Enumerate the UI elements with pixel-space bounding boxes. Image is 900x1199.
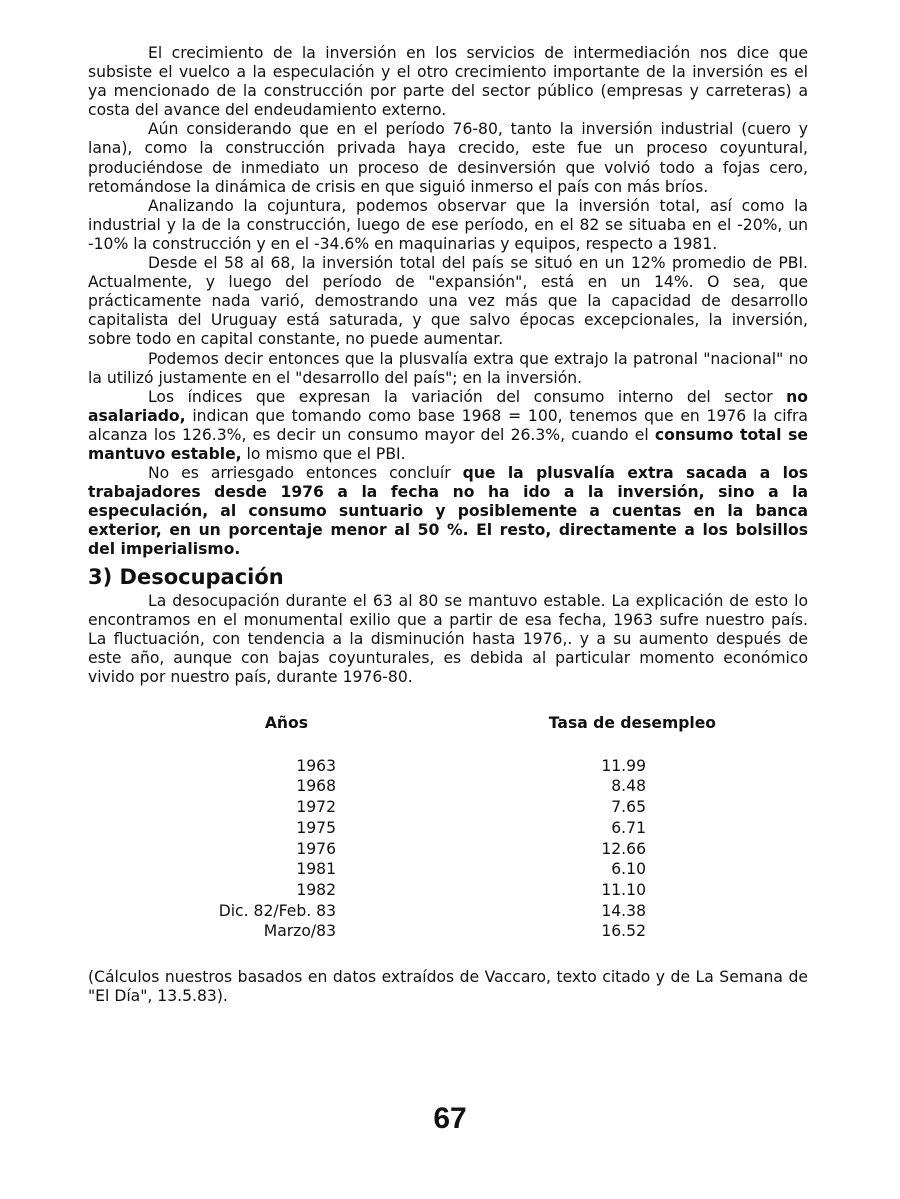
cell-rate: 6.71 xyxy=(611,818,646,837)
cell-year: 1963 xyxy=(296,756,336,775)
table-row xyxy=(88,859,808,880)
paragraph-intermediacion: El crecimiento de la inversión en los servicios de intermediación nos dice que subsiste el vuelco a la especulación y el otro crecimiento importante de la inversión es el ya mencionado de la construcción por parte del sector público (empresas y carreteras) a costa del avance del endeudamiento externo. xyxy=(88,44,808,120)
table-row xyxy=(88,818,808,839)
paragraph-desocupacion: La desocupación durante el 63 al 80 se mantuvo estable. La explicación de esto lo encontramos en el monumental exilio que a partir de esa fecha, 1963 sufre nuestro país. La fluctuación, con tendencia a la disminución hasta 1976,. y a su aumento después de este año, aunque con bajas coyunturales, es debida al particular momento económico vivido por nuestro país, durante 1976-80. xyxy=(88,591,808,686)
consumo-bold-1: no asalariado, xyxy=(88,387,808,425)
header-anos: Años xyxy=(264,714,308,732)
page-number: 67 xyxy=(433,1102,467,1135)
table-row xyxy=(88,797,808,818)
paragraph-plusvalia: Podemos decir entonces que la plusvalía extra que extrajo la patronal "nacional" no la utilizó justamente en el "desarrollo del país"; en la inversión. xyxy=(88,349,808,387)
section-title: 3) Desocupación xyxy=(88,564,284,589)
consumo-text-1: Los índices que expresan la variación del consumo interno del sector xyxy=(148,387,787,406)
cell-year: 1976 xyxy=(296,839,336,858)
cell-rate: 16.52 xyxy=(601,922,646,941)
table-row xyxy=(88,756,808,777)
conclusion-bold: que la plusvalía extra sacada a los trabajadores desde 1976 a la fecha no ha ido a la inversión, sino a la especulación, al consumo suntuario y posiblemente a cuentas en la banca exterior, en un porcentaje menor al 50 %. El resto, directamente a los bolsillos del imperialismo. xyxy=(88,464,809,559)
cell-year: Marzo/83 xyxy=(263,922,336,941)
paragraph-conclusion xyxy=(88,464,808,559)
table-header xyxy=(88,713,808,734)
cell-rate: 7.65 xyxy=(611,798,646,817)
paragraph-inversion-total: Desde el 58 al 68, la inversión total del país se situó en un 12% promedio de PBI. Actualmente, y luego del período de "expansión", está en un 14%. O sea, que prácticamente nada varió, demostrando una vez más que la capacidad de desarrollo capitalista del Uruguay está saturada, y que salvo épocas excepcionales, la inversión, sobre todo en capital constante, no puede aumentar. xyxy=(88,254,808,349)
cell-rate: 12.66 xyxy=(601,839,646,858)
table-row xyxy=(88,839,808,860)
cell-year: 1982 xyxy=(296,880,336,899)
header-tasa: Tasa de desempleo xyxy=(548,714,716,732)
cell-year: 1975 xyxy=(296,818,336,837)
cell-rate: 6.10 xyxy=(611,860,646,879)
cell-rate: 11.10 xyxy=(601,880,646,899)
source-note: (Cálculos nuestros basados en datos extraídos de Vaccaro, texto citado y de La Semana de "El Día", 13.5.83). xyxy=(88,968,808,1006)
conclusion-text: No es arriesgado entonces concluír xyxy=(148,464,463,483)
paragraph-periodo-76-80: Aún considerando que en el período 76-80, tanto la inversión industrial (cuero y lana), como la construcción privada haya crecido, este fue un proceso coyuntural, produciéndose de inmediato un proceso de desinversión que volvió todo a fojas cero, retomándose la dinámica de crisis en que siguió inmerso el país con más bríos. xyxy=(88,120,808,196)
table-row xyxy=(88,776,808,797)
unemployment-table xyxy=(88,713,808,942)
cell-year: 1968 xyxy=(296,777,336,796)
consumo-text-2: indican que tomando como base 1968 = 100, tenemos que en 1976 la cifra alcanza los 126.3%, es decir un consumo mayor del 26.3%, cuando el xyxy=(88,406,808,444)
cell-rate: 8.48 xyxy=(611,777,646,796)
page-content xyxy=(88,44,808,1006)
table-row xyxy=(88,880,808,901)
paragraph-consumo xyxy=(88,388,808,464)
paragraph-coyuntura: Analizando la cojuntura, podemos observar que la inversión total, así como la industrial y la de la construcción, luego de ese período, en el 82 se situaba en el -20%, un -10% la construcción y en el -34.6% en maquinarias y equipos, respecto a 1981. xyxy=(88,196,808,253)
cell-rate: 11.99 xyxy=(601,756,646,775)
consumo-text-3: lo mismo que el PBI. xyxy=(241,444,406,463)
cell-year: Dic. 82/Feb. 83 xyxy=(218,901,336,920)
cell-year: 1981 xyxy=(296,860,336,879)
table-row xyxy=(88,921,808,942)
cell-rate: 14.38 xyxy=(601,901,646,920)
consumo-bold-2: consumo total se mantuvo estable, xyxy=(88,425,809,463)
table-row xyxy=(88,901,808,922)
cell-year: 1972 xyxy=(296,798,336,817)
